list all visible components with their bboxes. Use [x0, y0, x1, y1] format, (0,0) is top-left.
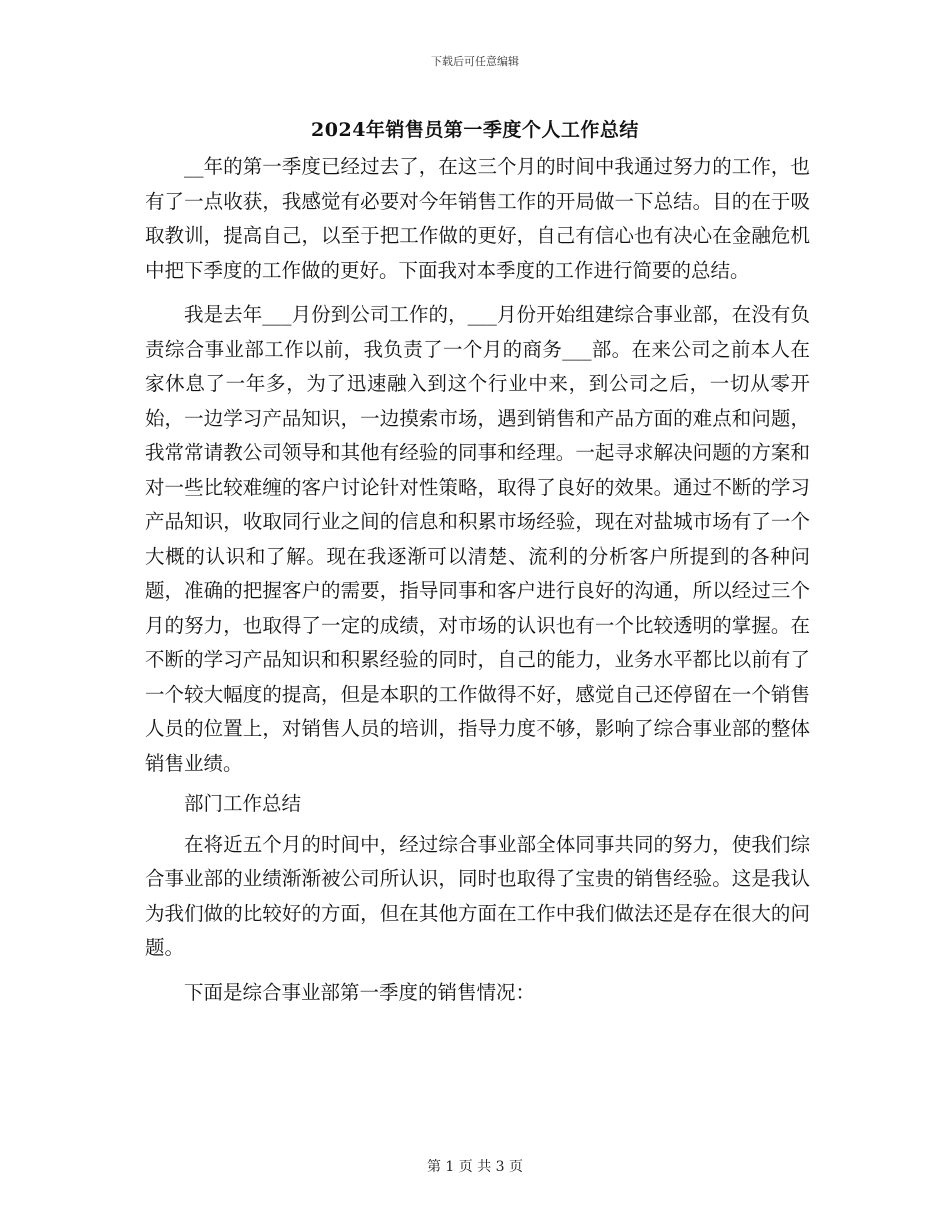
paragraph-personal-work: 我是去年___月份到公司工作的，___月份开始组建综合事业部，在没有负责综合事业部工作以前，我负责了一个月的商务___部。在来公司之前本人在家休息了一年多，为了迅速融入到这个行业中来，到公司之后，一切从零开始，一边学习产品知识，一边摸索市场，遇到销售和产品方面的难点和问题，我常常请教公司领导和其他有经验的同事和经理。一起寻求解决问题的方案和对一些比较难缠的客户讨论针对性策略，取得了良好的效果。通过不断的学习产品知识，收取同行业之间的信息和积累市场经验，现在对盐城市场有了一个大概的认识和了解。现在我逐渐可以清楚、流利的分析客户所提到的各种问题，准确的把握客户的需要，指导同事和客户进行良好的沟通，所以经过三个月的努力，也取得了一定的成绩，对市场的认识也有一个比较透明的掌握。在不断的学习产品知识和积累经验的同时，自己的能力，业务水平都比以前有了一个较大幅度的提高，但是本职的工作做得不好，感觉自己还停留在一个销售人员的位置上，对销售人员的培训，指导力度不够，影响了综合事业部的整体销售业绩。	[145, 303, 810, 775]
paragraph-intro: __年的第一季度已经过去了，在这三个月的时间中我通过努力的工作，也有了一点收获，我感觉有必要对今年销售工作的开局做一下总结。目的在于吸取教训，提高自己，以至于把工作做的更好，自己有信心也有决心在金融危机中把下季度的工作做的更好。下面我对本季度的工作进行简要的总结。	[145, 155, 810, 282]
document-title: 2024年销售员第一季度个人工作总结	[311, 119, 639, 141]
document-body	[145, 150, 810, 1010]
page-header-note: 下载后可任意编辑	[431, 55, 519, 68]
paragraph-department-summary: 在将近五个月的时间中，经过综合事业部全体同事共同的努力，使我们综合事业部的业绩渐渐被公司所认识，同时也取得了宝贵的销售经验。这是我认为我们做的比较好的方面，但在其他方面在工作中我们做法还是存在很大的问题。	[145, 832, 810, 959]
page-number: 第 1 页 共 3 页	[426, 1159, 524, 1175]
section-heading-department: 部门工作总结	[184, 792, 302, 815]
paragraph-sales-intro: 下面是综合事业部第一季度的销售情况：	[184, 980, 536, 1004]
